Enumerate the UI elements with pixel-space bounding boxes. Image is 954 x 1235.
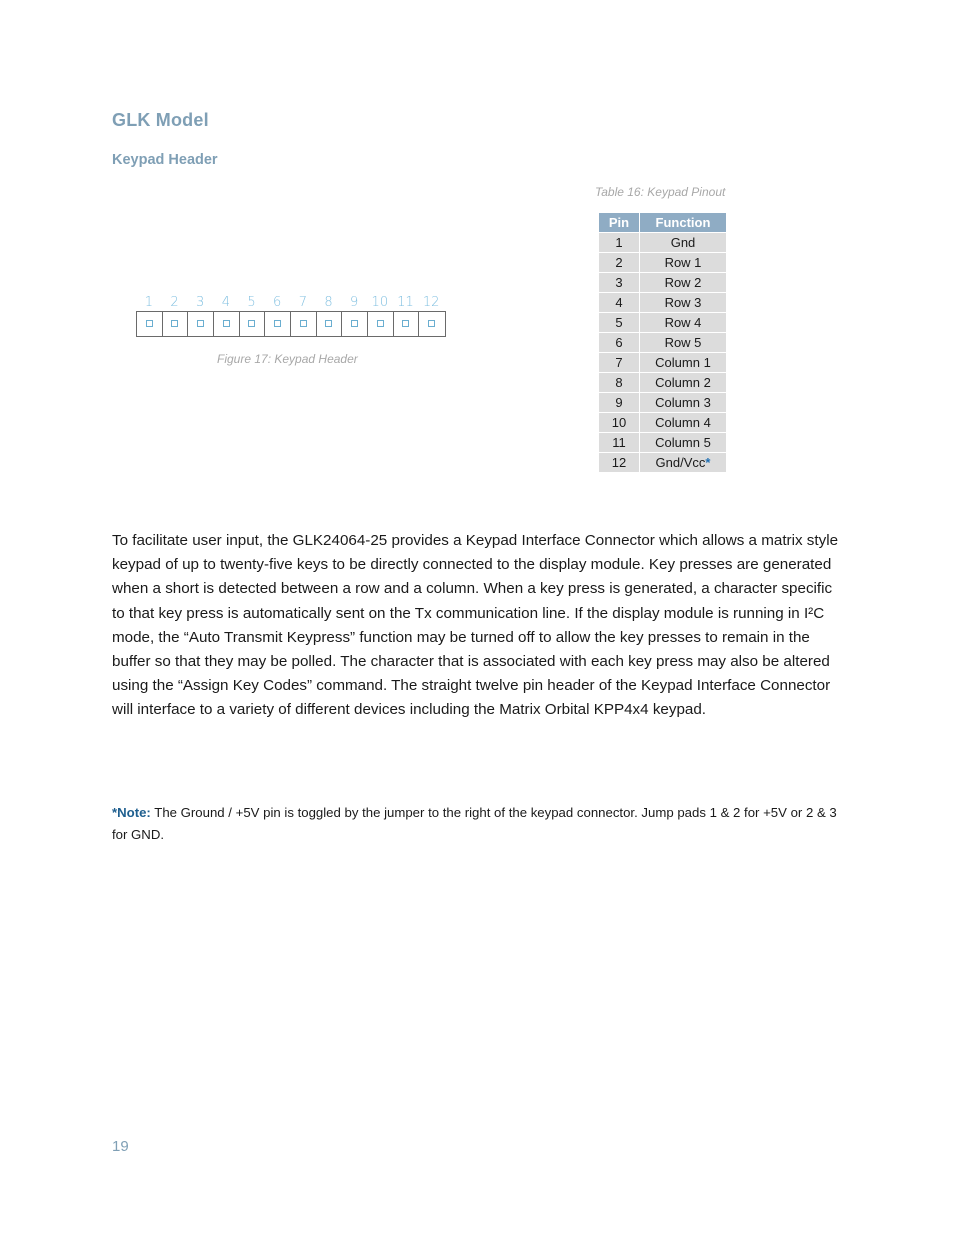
header-pin-cell (419, 312, 445, 336)
header-pin-cell (163, 312, 189, 336)
pin-pad-icon (428, 320, 435, 327)
function-cell: Gnd (640, 233, 727, 253)
pin-pad-icon (197, 320, 204, 327)
header-pin-cell (394, 312, 420, 336)
pin-cell: 7 (599, 353, 640, 373)
pin-number-label: 6 (273, 295, 282, 310)
subsection-heading: Keypad Header (112, 152, 218, 168)
header-pin-cell (291, 312, 317, 336)
function-cell: Row 4 (640, 313, 727, 333)
note-paragraph (112, 802, 842, 846)
table-row (599, 273, 727, 293)
header-pin-cell (188, 312, 214, 336)
function-cell: Column 1 (640, 353, 727, 373)
pin-pad-icon (146, 320, 153, 327)
function-cell: Column 3 (640, 393, 727, 413)
note-text: The Ground / +5V pin is toggled by the jumper to the right of the keypad connector. Jump pads 1 & 2 for +5V or 2 & 3 for GND. (112, 805, 837, 842)
pin-number-label: 4 (221, 295, 230, 310)
function-cell: Column 2 (640, 373, 727, 393)
header-pin: Pin (599, 213, 640, 233)
pin-cell: 8 (599, 373, 640, 393)
figure-caption: Figure 17: Keypad Header (217, 352, 358, 366)
pin-cell: 6 (599, 333, 640, 353)
pin-cell: 10 (599, 413, 640, 433)
header-pin-numbers (136, 296, 446, 310)
section-heading: GLK Model (112, 110, 209, 130)
pin-number-label: 9 (350, 295, 359, 310)
pin-number-label: 2 (170, 295, 179, 310)
table-row (599, 233, 727, 253)
header-function: Function (640, 213, 727, 233)
pin-number-label: 11 (397, 295, 414, 310)
header-pin-cell (214, 312, 240, 336)
header-pin-cell (265, 312, 291, 336)
table-row (599, 413, 727, 433)
table-caption: Table 16: Keypad Pinout (595, 185, 726, 199)
pin-cell: 5 (599, 313, 640, 333)
pin-pad-icon (377, 320, 384, 327)
pin-cell: 2 (599, 253, 640, 273)
function-cell: Column 4 (640, 413, 727, 433)
pin-number-label: 10 (371, 295, 389, 310)
pin-cell: 9 (599, 393, 640, 413)
pin-pad-icon (351, 320, 358, 327)
keypad-pinout-table (598, 212, 727, 473)
keypad-header-connector (136, 311, 446, 337)
function-cell: Row 5 (640, 333, 727, 353)
table-row (599, 433, 727, 453)
function-cell: Row 2 (640, 273, 727, 293)
pin-cell: 4 (599, 293, 640, 313)
pin-pad-icon (274, 320, 281, 327)
page-number: 19 (112, 1138, 129, 1155)
pin-pad-icon (171, 320, 178, 327)
function-cell: Gnd/Vcc* (640, 453, 727, 473)
table-row (599, 353, 727, 373)
table-row (599, 293, 727, 313)
body-paragraph: To facilitate user input, the GLK24064-25 provides a Keypad Interface Connector which allows a matrix style keypad of up to twenty-five keys to be directly connected to the display module. Key presses are generated when a short is detected between a row and a column. When a key press is generated, a character specific to that key press is automatically sent on the Tx communication line. If the display module is running in I²C mode, the “Auto Transmit Keypress” function may be turned off to allow the key presses to remain in the buffer so that they may be polled. The character that is associated with each key press may also be altered using the “Assign Key Codes” command. The straight twelve pin header of the Keypad Interface Connector will interface to a variety of different devices including the Matrix Orbital KPP4x4 keypad. (112, 532, 839, 719)
pin-cell: 11 (599, 433, 640, 453)
header-pin-cell (240, 312, 266, 336)
header-pin-cell (342, 312, 368, 336)
pin-number-label: 12 (422, 295, 440, 310)
pin-pad-icon (402, 320, 409, 327)
header-pin-cell (317, 312, 343, 336)
pin-cell: 12 (599, 453, 640, 473)
table-header-row (599, 213, 727, 233)
table-row (599, 393, 727, 413)
table-row (599, 333, 727, 353)
pin-cell: 3 (599, 273, 640, 293)
pin-pad-icon (223, 320, 230, 327)
function-cell: Row 3 (640, 293, 727, 313)
table-row (599, 313, 727, 333)
table-row (599, 373, 727, 393)
note-label: *Note: (112, 805, 151, 820)
function-cell: Row 1 (640, 253, 727, 273)
pin-number-label: 5 (247, 295, 256, 310)
header-pin-cell (368, 312, 394, 336)
asterisk-marker: * (705, 455, 711, 470)
pin-cell: 1 (599, 233, 640, 253)
pin-number-label: 7 (298, 295, 307, 310)
pin-pad-icon (248, 320, 255, 327)
pin-pad-icon (300, 320, 307, 327)
header-pin-cell (137, 312, 163, 336)
pin-number-label: 1 (144, 295, 153, 310)
pin-number-label: 3 (196, 295, 205, 310)
function-cell: Column 5 (640, 433, 727, 453)
pin-pad-icon (325, 320, 332, 327)
pin-number-label: 8 (324, 295, 333, 310)
table-row (599, 253, 727, 273)
table-body (599, 233, 727, 473)
table-row (599, 453, 727, 473)
